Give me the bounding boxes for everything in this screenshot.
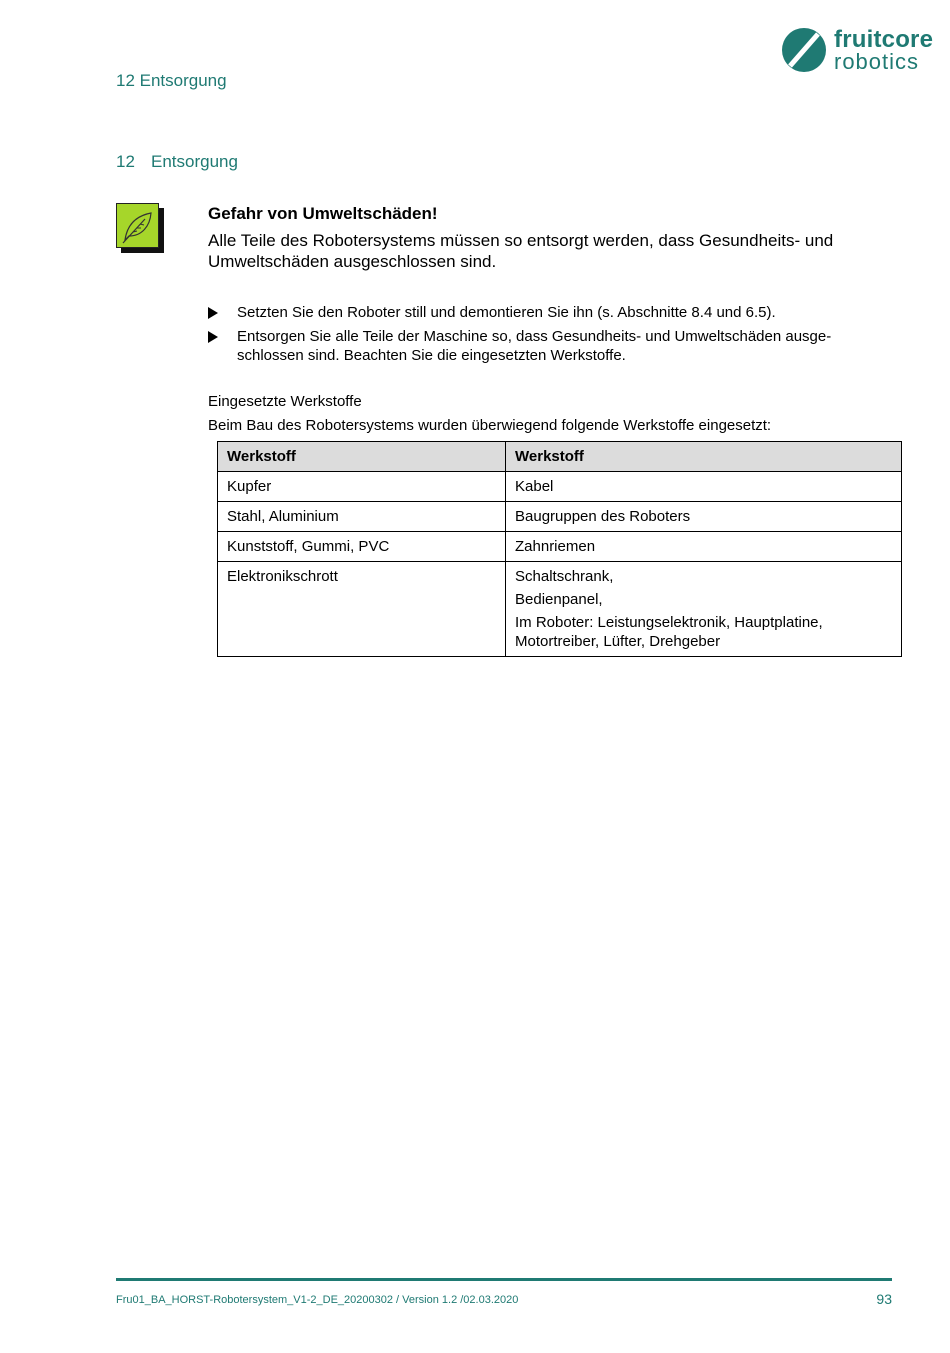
instruction-item [208, 303, 898, 322]
bullet-triangle-icon [208, 307, 218, 319]
material-cell: Kunststoff, Gummi, PVC [218, 532, 506, 562]
table-row [218, 532, 902, 562]
logo-word-fruitcore: fruitcore [834, 26, 934, 53]
environment-note-title: Gefahr von Umweltschäden! [208, 204, 438, 223]
section-heading [116, 152, 238, 172]
instruction-text: Setzten Sie den Roboter still und demontieren Sie ihn (s. Abschnitte 8.4 und 6.5). [237, 304, 776, 321]
footer-document-id: Fru01_BA_HORST-Robotersystem_V1-2_DE_20200302 / Version 1.2 /02.03.2020 [116, 1294, 519, 1306]
material-cell: Elektronikschrott [218, 562, 506, 657]
instruction-text: Entsorgen Sie alle Teile der Maschine so, dass Gesundheits- und Umweltschäden ausge- schlossen sind. Beachten Sie die eingesetzten Werkstoffe. [237, 328, 832, 364]
material-cell: Stahl, Aluminium [218, 502, 506, 532]
materials-table [217, 441, 902, 657]
logo-word-robotics: robotics [834, 49, 920, 74]
column-header: Werkstoff [506, 442, 902, 472]
table-row [218, 562, 902, 657]
usage-cell: Schaltschrank, Bedienpanel, Im Roboter: Leistungselektronik, Hauptplatine, Motortreiber, Lüfter, Drehgeber [506, 562, 902, 657]
section-number: 12 [116, 152, 135, 171]
usage-cell: Baugruppen des Roboters [506, 502, 902, 532]
running-header: 12 Entsorgung [116, 71, 227, 90]
table-row [218, 502, 902, 532]
leaf-icon [117, 204, 158, 247]
material-cell: Kupfer [218, 472, 506, 502]
table-header-row [218, 442, 902, 472]
environment-note-text: Alle Teile des Robotersystems müssen so entsorgt werden, dass Gesundheits- und Umweltschäden ausgeschlossen sind. [208, 231, 834, 271]
instruction-item [208, 327, 898, 365]
fruitcore-logo [780, 26, 932, 76]
column-header: Werkstoff [218, 442, 506, 472]
bullet-triangle-icon [208, 331, 218, 343]
page-number: 93 [876, 1291, 892, 1307]
usage-cell: Kabel [506, 472, 902, 502]
table-row [218, 472, 902, 502]
environment-note-icon [116, 203, 164, 253]
footer-divider [116, 1278, 892, 1281]
section-title: Entsorgung [151, 152, 238, 171]
materials-intro: Beim Bau des Robotersystems wurden überwiegend folgende Werkstoffe eingesetzt: [208, 417, 772, 434]
logo-mark-icon [780, 26, 828, 74]
usage-cell: Zahnriemen [506, 532, 902, 562]
materials-title: Eingesetzte Werkstoffe [208, 393, 362, 410]
